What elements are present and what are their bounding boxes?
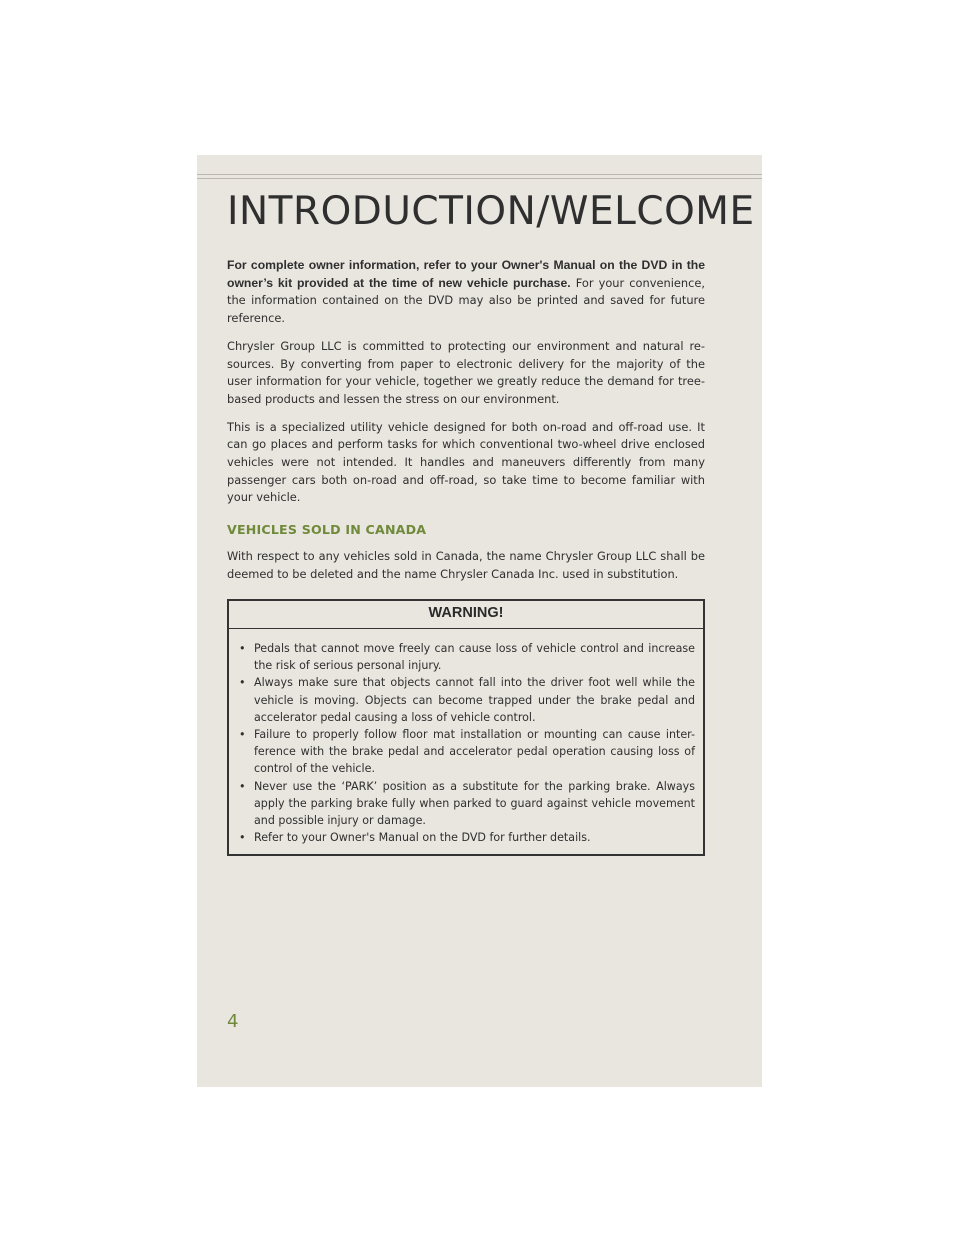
bullet: • [239, 831, 246, 845]
warning-item-text: Failure to properly follow floor mat installation or mounting can cause inter- ference with the brake pedal and accelerator pedal operation causing loss of control of the vehicle. [254, 727, 695, 776]
warning-item [237, 640, 695, 674]
warning-item-text: Pedals that cannot move freely can cause loss of vehicle control and increase the risk of serious personal injury. [254, 641, 695, 673]
warning-item-text: Refer to your Owner's Manual on the DVD for further details. [254, 831, 591, 845]
header-rule-top [197, 174, 762, 175]
warning-item [237, 726, 695, 778]
warning-item [237, 674, 695, 726]
warning-item-text: Always make sure that objects cannot fall into the driver foot well while the vehicle is moving. Objects can become trapped under the brake pedal and accelerator pedal causing a loss of vehicle control. [254, 676, 695, 724]
intro-paragraph [227, 257, 705, 328]
canada-paragraph: With respect to any vehicles sold in Canada, the name Chrysler Group LLC shall be deemed to be deleted and the name Chrysler Canada Inc. used in substitution. [227, 548, 705, 581]
bullet: • [239, 641, 246, 655]
warning-item [237, 829, 695, 846]
manual-page [197, 155, 762, 1087]
page-number: 4 [227, 1011, 239, 1032]
page-content [227, 257, 705, 856]
warning-title: WARNING! [229, 601, 703, 629]
vehicle-use-paragraph: This is a specialized utility vehicle designed for both on-road and off-road use. It can go places and perform tasks for which conventional two-wheel drive enclosed vehicles were not intended. It handles and maneuvers differently from many passenger cars both on-road and off-road, so take time to become familiar with your vehicle. [227, 419, 705, 505]
warning-box [227, 599, 705, 856]
intro-rest: For your convenience, the information contained on the DVD may also be printed and saved for future reference. [227, 275, 705, 326]
bullet: • [239, 779, 246, 793]
section-heading-canada: VEHICLES SOLD IN CANADA [227, 522, 427, 538]
intro-lead: For complete owner information, refer to your Owner's Manual on the DVD in the owner’s kit provided at the time of new vehicle purchase. [227, 258, 705, 290]
bullet: • [239, 676, 246, 690]
page-title: INTRODUCTION/WELCOME [227, 189, 755, 234]
bullet: • [239, 727, 246, 741]
warning-list [229, 629, 703, 854]
header-rule-bottom [197, 178, 762, 179]
environment-paragraph: Chrysler Group LLC is committed to protecting our environment and natural re- sources. By converting from paper to electronic delivery for the majority of the user information for your vehicle, together we greatly reduce the demand for tree-based products and lessen the stress on our environment. [227, 338, 705, 406]
warning-item [237, 778, 695, 830]
warning-item-text: Never use the ‘PARK’ position as a substitute for the parking brake. Always apply the parking brake fully when parked to guard against vehicle movement and possible injury or damage. [254, 779, 695, 827]
